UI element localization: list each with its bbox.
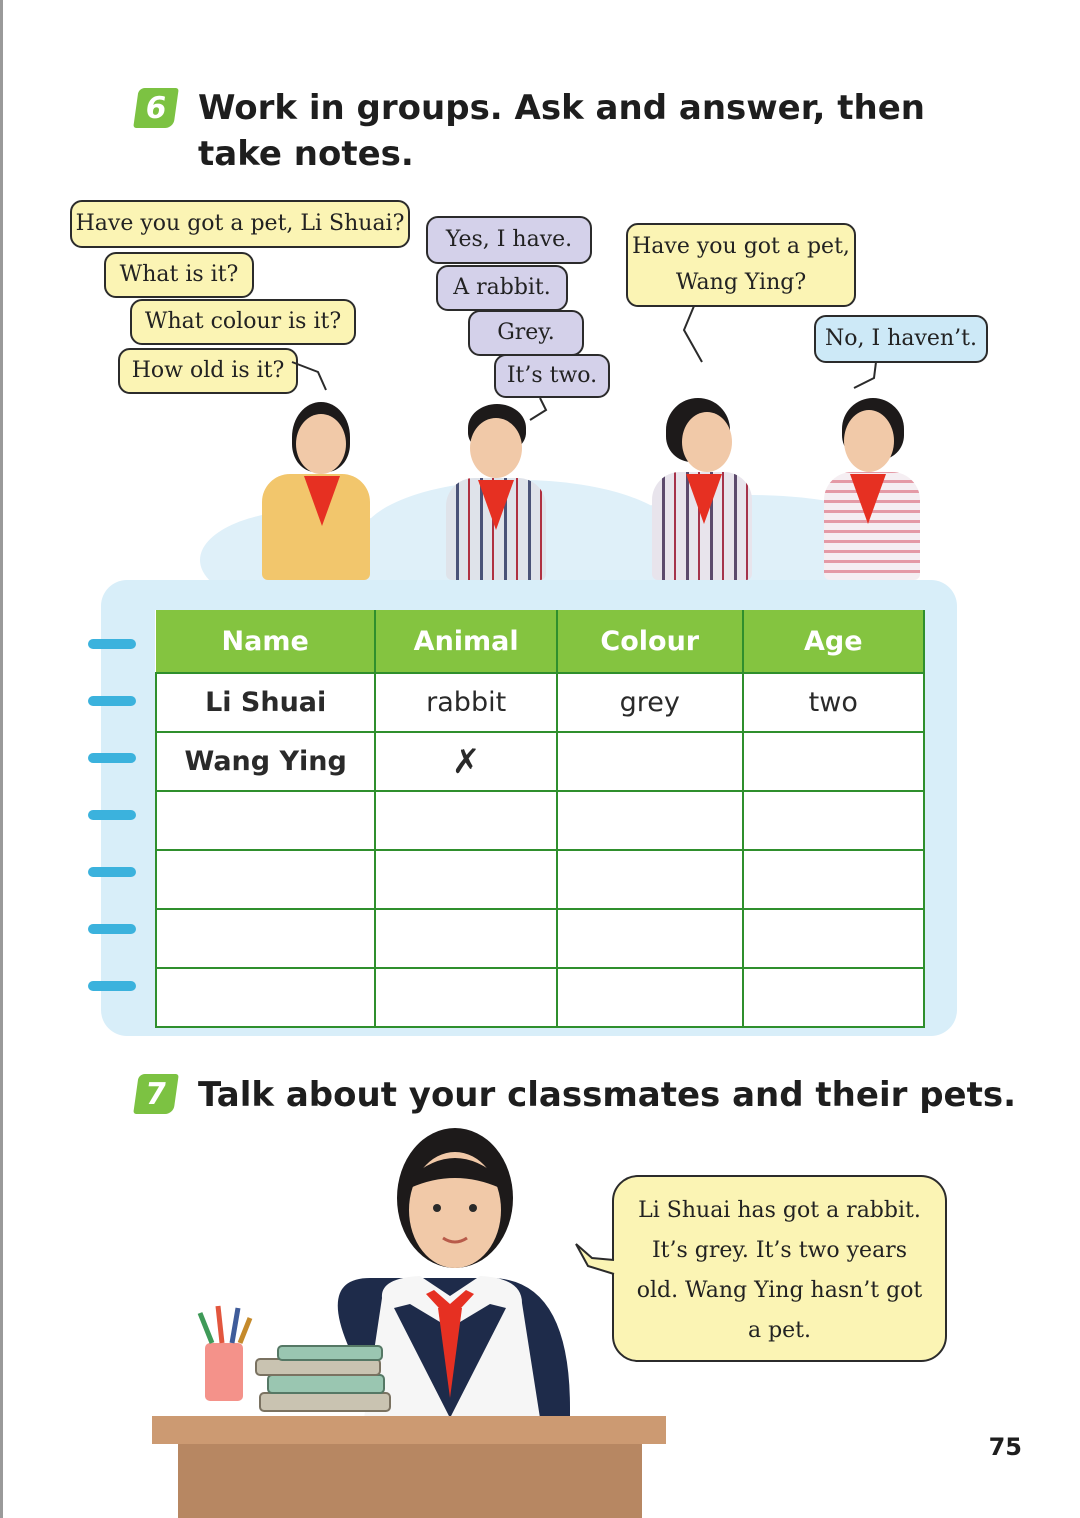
exercise-7-title: Talk about your classmates and their pets. bbox=[198, 1075, 1017, 1115]
cell-empty bbox=[743, 968, 924, 1027]
notebook-ring bbox=[88, 639, 136, 649]
summary-line3: old. Wang Ying hasn’t got bbox=[636, 1278, 923, 1303]
header-colour: Colour bbox=[557, 610, 743, 673]
exercise-6-number: 6 bbox=[133, 88, 179, 128]
table-row bbox=[156, 732, 924, 791]
table-header-row bbox=[156, 610, 924, 673]
header-animal: Animal bbox=[375, 610, 557, 673]
cell-colour bbox=[557, 732, 743, 791]
table-row bbox=[156, 909, 924, 968]
cell-animal: rabbit bbox=[375, 673, 557, 732]
header-name: Name bbox=[156, 610, 375, 673]
summary-line4: a pet. bbox=[747, 1318, 812, 1343]
cell-empty bbox=[375, 968, 557, 1027]
bubble-question-colour: What colour is it? bbox=[130, 299, 356, 345]
cell-age: two bbox=[743, 673, 924, 732]
summary-line1: Li Shuai has got a rabbit. bbox=[638, 1198, 921, 1223]
table-row bbox=[156, 791, 924, 850]
summary-bubble-tail bbox=[570, 1230, 620, 1280]
table-row bbox=[156, 968, 924, 1027]
exercise-7-number: 7 bbox=[133, 1074, 179, 1114]
notes-table bbox=[155, 610, 925, 1028]
cell-name: Wang Ying bbox=[156, 732, 375, 791]
bubble-tails bbox=[0, 0, 1080, 460]
page-number: 75 bbox=[988, 1433, 1022, 1461]
child-girl-plaid bbox=[652, 398, 752, 580]
cell-empty bbox=[557, 850, 743, 909]
bubble-answer-yes: Yes, I have. bbox=[426, 216, 592, 264]
cell-empty bbox=[156, 968, 375, 1027]
cell-empty bbox=[156, 850, 375, 909]
cell-empty bbox=[743, 850, 924, 909]
cell-empty bbox=[375, 850, 557, 909]
child-boy-plaid bbox=[446, 404, 546, 580]
bubble-question-age: How old is it? bbox=[118, 348, 298, 394]
cell-empty bbox=[156, 909, 375, 968]
speech-bubble-summary bbox=[612, 1175, 947, 1362]
bubble-answer-two: It’s two. bbox=[494, 354, 610, 398]
notebook-ring bbox=[88, 867, 136, 877]
cell-animal-cross-mark: ✗ bbox=[375, 732, 557, 791]
table-row bbox=[156, 673, 924, 732]
bubble-question-what: What is it? bbox=[104, 252, 254, 298]
cell-age bbox=[743, 732, 924, 791]
bubble-question-pet-li-shuai: Have you got a pet, Li Shuai? bbox=[70, 200, 410, 248]
cell-empty bbox=[743, 791, 924, 850]
bubble-question-pet-wang-ying-line1: Have you got a pet, bbox=[632, 234, 850, 259]
exercise-6-title-line1: Work in groups. Ask and answer, then bbox=[198, 88, 925, 128]
child-girl-yellow bbox=[258, 402, 374, 580]
cell-empty bbox=[557, 791, 743, 850]
exercise-6-title-line2: take notes. bbox=[198, 134, 414, 174]
bubble-answer-rabbit: A rabbit. bbox=[436, 265, 568, 311]
notebook-ring bbox=[88, 924, 136, 934]
bubble-question-pet-wang-ying-line2: Wang Ying? bbox=[675, 270, 807, 295]
notebook-ring bbox=[88, 981, 136, 991]
cell-empty bbox=[375, 909, 557, 968]
girl-at-desk-illustration bbox=[150, 1128, 670, 1518]
bubble-answer-no: No, I haven’t. bbox=[814, 315, 988, 363]
cell-empty bbox=[375, 791, 557, 850]
cell-empty bbox=[156, 791, 375, 850]
cell-empty bbox=[743, 909, 924, 968]
notebook-ring bbox=[88, 753, 136, 763]
bubble-answer-grey: Grey. bbox=[468, 310, 584, 356]
cell-empty bbox=[557, 968, 743, 1027]
child-girl-striped bbox=[824, 398, 920, 580]
cell-name: Li Shuai bbox=[156, 673, 375, 732]
cell-empty bbox=[557, 909, 743, 968]
summary-line2: It’s grey. It’s two years bbox=[651, 1238, 907, 1263]
header-age: Age bbox=[743, 610, 924, 673]
notebook-ring bbox=[88, 696, 136, 706]
notebook-ring bbox=[88, 810, 136, 820]
cell-colour: grey bbox=[557, 673, 743, 732]
table-row bbox=[156, 850, 924, 909]
